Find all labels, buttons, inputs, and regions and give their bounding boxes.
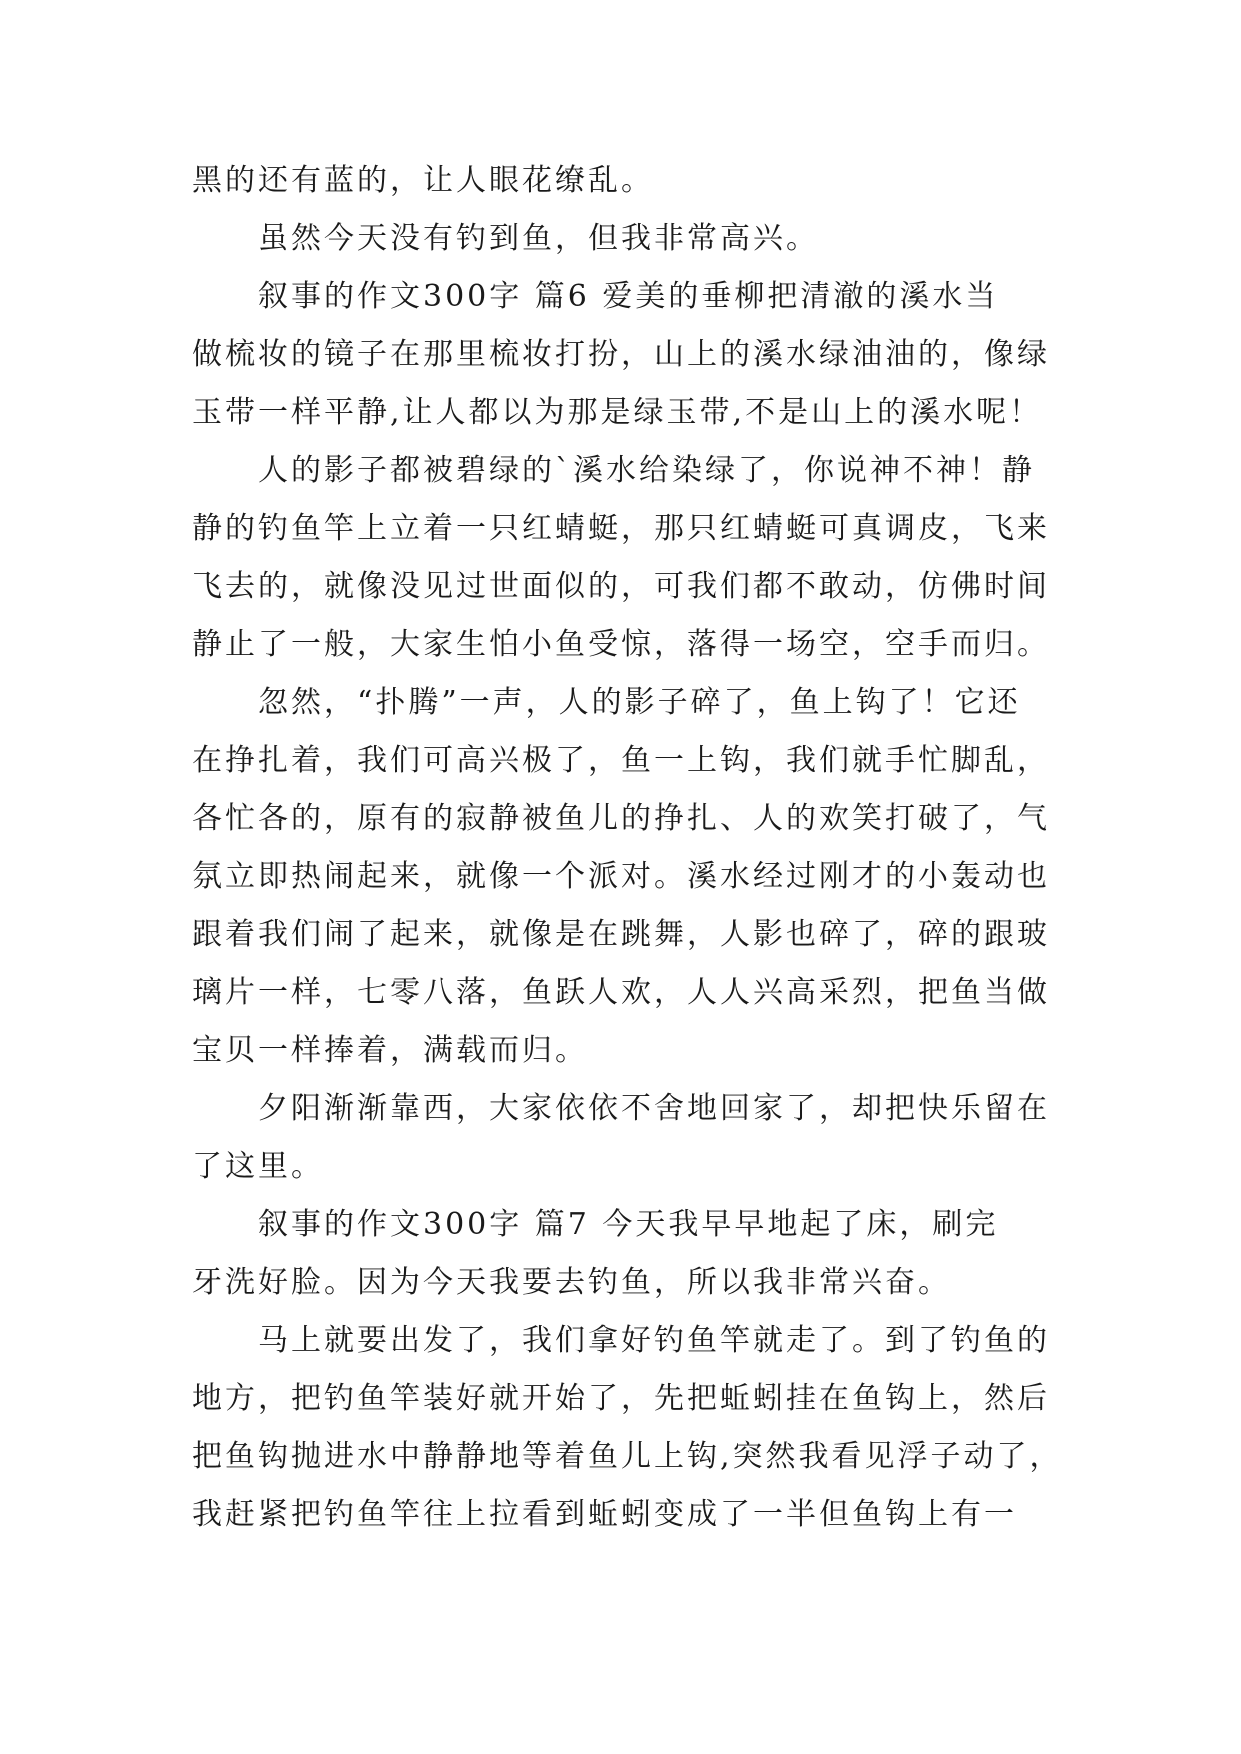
text-line: 玉带一样平静,让人都以为那是绿玉带,不是山上的溪水呢！ bbox=[192, 395, 1043, 430]
text-line: 地方，把钓鱼竿装好就开始了，先把蚯蚓挂在鱼钩上，然后 bbox=[192, 1381, 1050, 1416]
paragraph-first-line: 忽然，“扑腾”一声，人的影子碎了，鱼上钩了！它还 bbox=[258, 685, 1021, 720]
text-line: 黑的还有蓝的，让人眼花缭乱。 bbox=[192, 163, 654, 198]
paragraph-first-line: 虽然今天没有钓到鱼，但我非常高兴。 bbox=[258, 221, 819, 256]
text-line: 做梳妆的镜子在那里梳妆打扮，山上的溪水绿油油的，像绿 bbox=[192, 337, 1050, 372]
text-line: 静止了一般，大家生怕小鱼受惊，落得一场空，空手而归。 bbox=[192, 627, 1050, 662]
text-line: 璃片一样，七零八落，鱼跃人欢，人人兴高采烈，把鱼当做 bbox=[192, 975, 1050, 1010]
text-line: 氛立即热闹起来，就像一个派对。溪水经过刚才的小轰动也 bbox=[192, 859, 1050, 894]
paragraph-first-line: 人的影子都被碧绿的`溪水给染绿了，你说神不神！静 bbox=[258, 453, 1035, 488]
text-line: 在挣扎着，我们可高兴极了，鱼一上钩，我们就手忙脚乱， bbox=[192, 743, 1050, 778]
paragraph-first-line: 叙事的作文300字 篇7 今天我早早地起了床，刷完 bbox=[258, 1207, 999, 1242]
essay-text bbox=[192, 152, 1063, 1544]
paragraph-first-line: 夕阳渐渐靠西，大家依依不舍地回家了，却把快乐留在 bbox=[258, 1091, 1050, 1126]
text-line: 把鱼钩抛进水中静静地等着鱼儿上钩,突然我看见浮子动了， bbox=[192, 1439, 1063, 1474]
text-line: 静的钓鱼竿上立着一只红蜻蜓，那只红蜻蜓可真调皮，飞来 bbox=[192, 511, 1050, 546]
text-line: 各忙各的，原有的寂静被鱼儿的挣扎、人的欢笑打破了，气 bbox=[192, 801, 1050, 836]
text-line: 跟着我们闹了起来，就像是在跳舞，人影也碎了，碎的跟玻 bbox=[192, 917, 1050, 952]
text-line: 宝贝一样捧着，满载而归。 bbox=[192, 1033, 588, 1068]
text-line: 牙洗好脸。因为今天我要去钓鱼，所以我非常兴奋。 bbox=[192, 1265, 951, 1300]
text-line: 我赶紧把钓鱼竿往上拉看到蚯蚓变成了一半但鱼钩上有一 bbox=[192, 1497, 1017, 1532]
paragraph-first-line: 马上就要出发了，我们拿好钓鱼竿就走了。到了钓鱼的 bbox=[258, 1323, 1050, 1358]
paragraph-first-line: 叙事的作文300字 篇6 爱美的垂柳把清澈的溪水当 bbox=[258, 279, 999, 314]
text-line: 飞去的，就像没见过世面似的，可我们都不敢动，仿佛时间 bbox=[192, 569, 1050, 604]
text-line: 了这里。 bbox=[192, 1149, 324, 1184]
